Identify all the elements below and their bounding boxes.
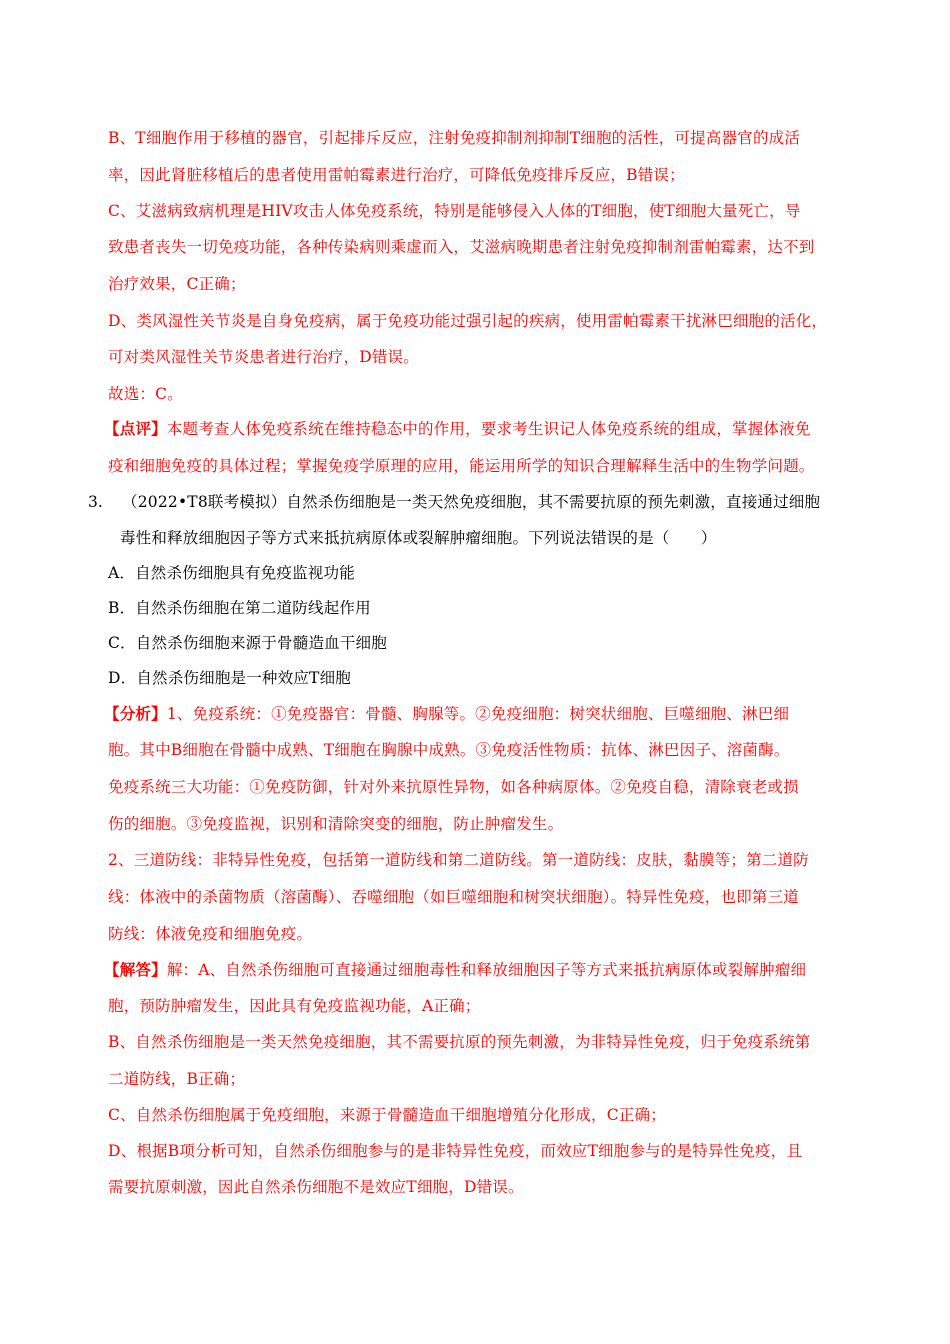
solution-d-line-2: 可对类风湿性关节炎患者进行治疗，D错误。 [108,348,419,366]
answer-line-3: B、自然杀伤细胞是一类天然免疫细胞，其不需要抗原的预先刺激，为非特异性免疫，归于免疫系统第 [108,1033,811,1051]
answer-line-6: D、根据B项分析可知，自然杀伤细胞参与的是非特异性免疫，而效应T细胞参与的是特异性免疫，且 [108,1142,803,1160]
answer-line-1 [104,960,806,980]
solution-c-line-2: 致患者丧失一切免疫功能，各种传染病则乘虚而入，艾滋病晚期患者注射免疫抑制剂雷帕霉素，达不到 [108,238,815,256]
question-number: 3. [88,493,103,511]
answer-line-7: 需要抗原刺激，因此自然杀伤细胞不是效应T细胞，D错误。 [108,1178,524,1196]
option-d: D．自然杀伤细胞是一种效应T细胞 [108,669,351,687]
final-choice: 故选：C。 [108,385,183,403]
option-b: B．自然杀伤细胞在第二道防线起作用 [108,599,371,617]
analysis-text-1: 1、免疫系统：①免疫器官：骨髓、胸腺等。②免疫细胞：树突状细胞、巨噬细胞、淋巴细 [166,705,790,723]
solution-c-line-1: C、艾滋病致病机理是HIV攻击人体免疫系统，特别是能够侵入人体的T细胞，使T细胞大量死亡，导 [108,202,801,220]
answer-line-2: 胞，预防肿瘤发生，因此具有免疫监视功能，A正确； [108,997,481,1015]
analysis-line-6: 线：体液中的杀菌物质（溶菌酶）、吞噬细胞（如巨噬细胞和树突状细胞）。特异性免疫，也即第三道 [108,888,800,906]
analysis-line-2: 胞。其中B细胞在骨髓中成熟、T细胞在胸腺中成熟。③免疫活性物质：抗体、淋巴因子、溶菌酶。 [108,741,790,759]
question-stem-line-1: （2022•T8联考模拟）自然杀伤细胞是一类天然免疫细胞，其不需要抗原的预先刺激，直接通过细胞 [122,493,821,511]
comment-text-1: 本题考查人体免疫系统在维持稳态中的作用，要求考生识记人体免疫系统的组成，掌握体液免 [166,420,811,438]
solution-d-line-1: D、类风湿性关节炎是自身免疫病，属于免疫功能过强引起的疾病，使用雷帕霉素干扰淋巴细胞的活化， [108,312,828,330]
answer-text-1: 解：A、自然杀伤细胞可直接通过细胞毒性和释放细胞因子等方式来抵抗病原体或裂解肿瘤细 [166,961,807,979]
question-stem-line-2: 毒性和释放细胞因子等方式来抵抗病原体或裂解肿瘤细胞。下列说法错误的是（ ） [120,529,717,547]
analysis-line-3: 免疫系统三大功能：①免疫防御，针对外来抗原性异物，如各种病原体。②免疫自稳，清除衰老或损 [108,778,799,796]
analysis-line-5: 2、三道防线：非特异性免疫，包括第一道防线和第二道防线。第一道防线：皮肤，黏膜等；第二道防 [108,851,809,869]
analysis-tag: 【分析】 [104,704,167,723]
solution-b-line-2: 率，因此肾脏移植后的患者使用雷帕霉素进行治疗，可降低免疫排斥反应，B错误； [108,166,685,184]
answer-tag: 【解答】 [104,960,167,979]
comment-line-1 [104,419,811,439]
option-c: C．自然杀伤细胞来源于骨髓造血干细胞 [108,634,387,652]
answer-line-5: C、自然杀伤细胞属于免疫细胞，来源于骨髓造血干细胞增殖分化形成，C正确； [108,1106,666,1124]
comment-line-2: 疫和细胞免疫的具体过程；掌握免疫学原理的应用，能运用所学的知识合理解释生活中的生物学问题。 [108,457,815,475]
solution-c-line-3: 治疗效果，C正确； [108,275,246,293]
analysis-line-4: 伤的细胞。③免疫监视，识别和清除突变的细胞，防止肿瘤发生。 [108,815,564,833]
answer-line-4: 二道防线，B正确； [108,1070,246,1088]
comment-tag: 【点评】 [104,419,167,438]
solution-b-line-1: B、T细胞作用于移植的器官，引起排斥反应，注射免疫抑制剂抑制T细胞的活性，可提高器官的成活 [108,129,801,147]
analysis-line-1 [104,704,789,724]
analysis-line-7: 防线：体液免疫和细胞免疫。 [108,925,313,943]
option-a: A．自然杀伤细胞具有免疫监视功能 [108,564,355,582]
